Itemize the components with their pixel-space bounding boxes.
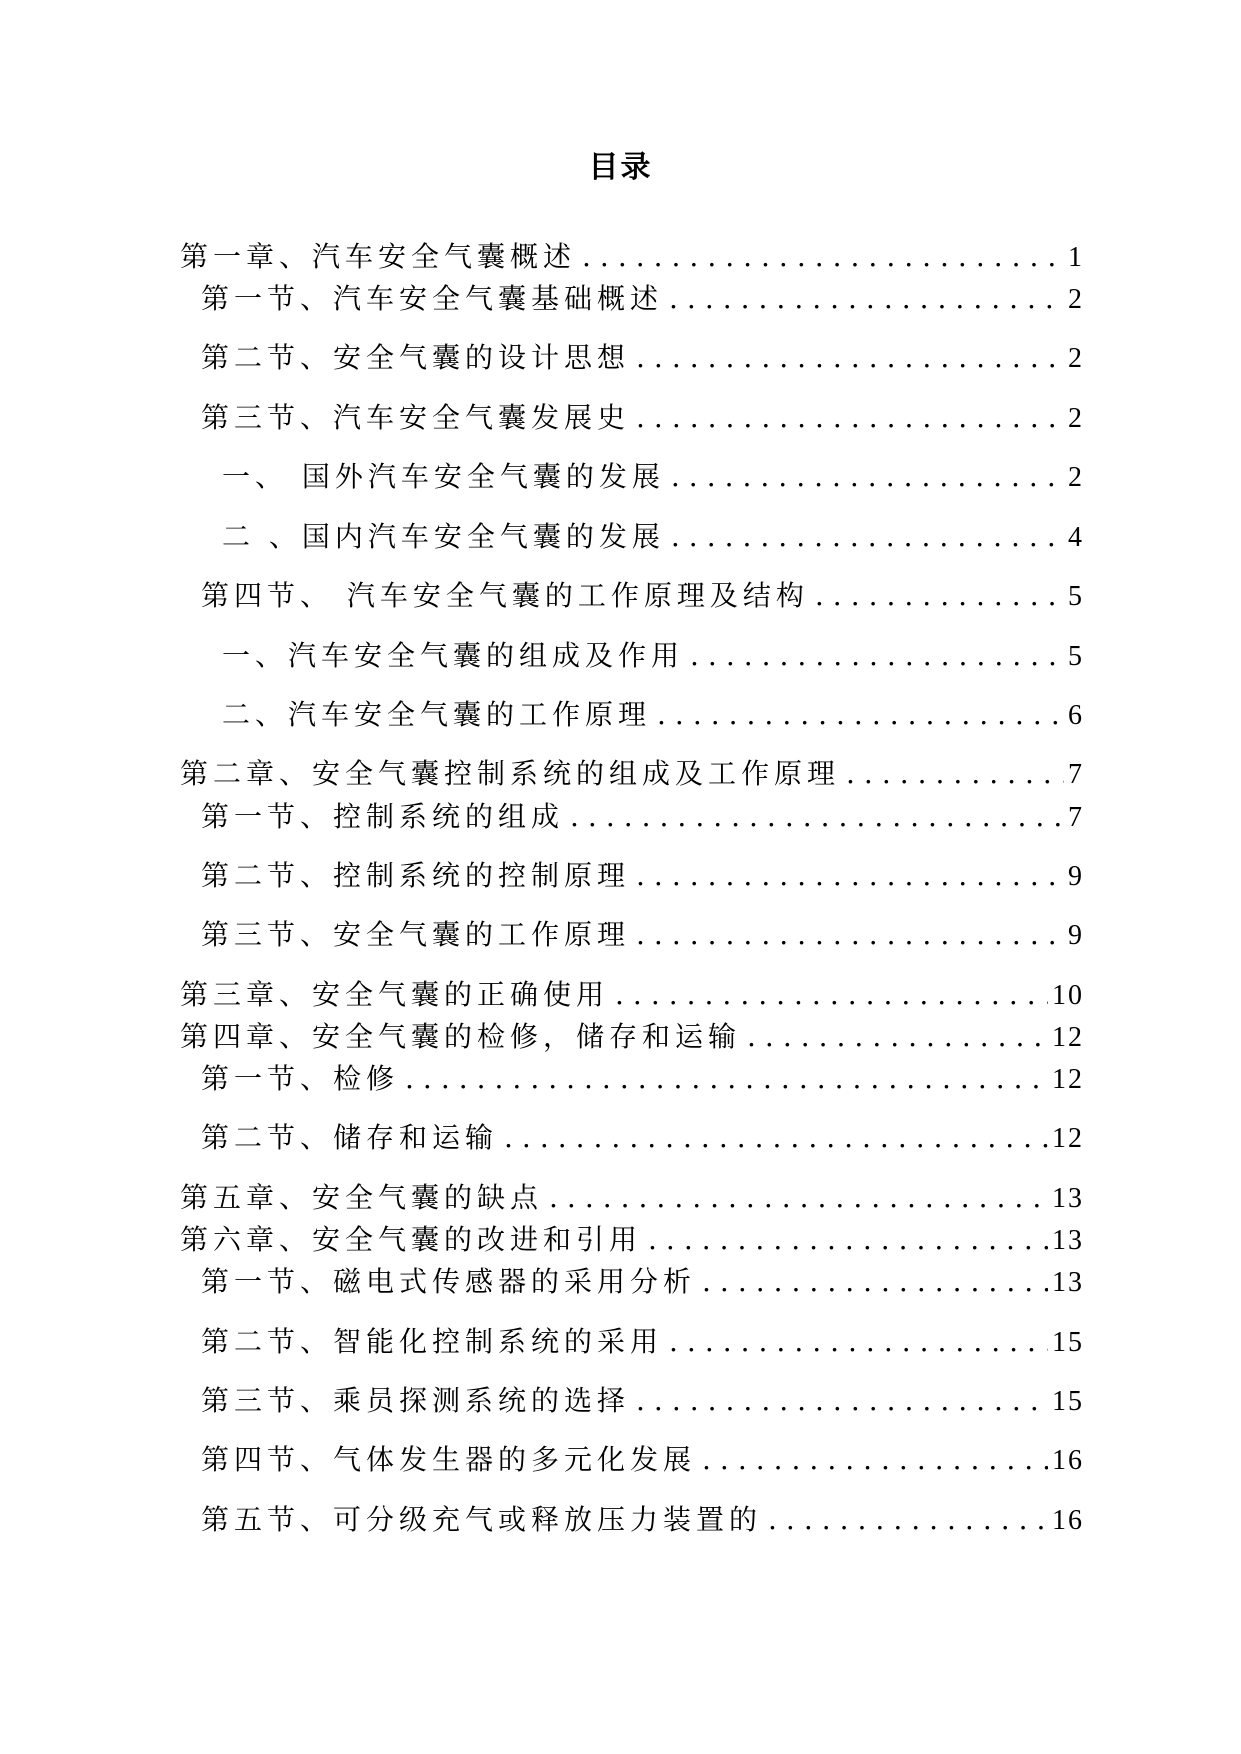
toc-dot-leader [657,695,1064,735]
toc-dot-leader [671,517,1064,557]
toc-dot-leader [636,398,1064,438]
toc-entry-label: 第四节、 汽车安全气囊的工作原理及结构 [201,579,809,612]
toc-page-number: 9 [1068,861,1084,892]
toc-dot-leader [504,1118,1048,1158]
toc-dot-leader [636,1381,1048,1421]
toc-entry[interactable] [201,338,1084,378]
toc-entry-label: 第一节、控制系统的组成 [201,800,565,833]
toc-dot-leader [405,1059,1048,1099]
toc-entry[interactable] [201,1381,1084,1421]
toc-entry-label: 第三节、安全气囊的工作原理 [201,918,631,951]
toc-entry[interactable] [201,797,1084,837]
toc-dot-leader [570,797,1064,837]
page-title: 目录 [588,150,653,185]
toc-entry-label: 第五节、可分级充气或释放压力装置的 [201,1503,763,1536]
toc-entry[interactable] [222,517,1084,557]
toc-entry-label: 第三节、汽车安全气囊发展史 [201,401,631,434]
toc-entry-label: 第一章、汽车安全气囊概述 [180,240,577,273]
toc-entry[interactable] [201,1118,1084,1158]
toc-entry-label: 第三章、安全气囊的正确使用 [180,978,610,1011]
toc-entry[interactable] [201,1059,1084,1099]
toc-entry[interactable] [180,1017,1084,1057]
toc-entry-label: 第一节、磁电式传感器的采用分析 [201,1265,697,1298]
toc-entry[interactable] [201,576,1084,616]
toc-page-number: 15 [1052,1386,1084,1417]
toc-page-number: 2 [1068,403,1084,434]
toc-page-number: 1 [1068,242,1084,273]
toc-entry-label: 第二章、安全气囊控制系统的组成及工作原理 [180,757,841,790]
toc-dot-leader [671,457,1064,497]
toc-page-number: 2 [1068,343,1084,374]
toc-dot-leader [690,636,1064,676]
toc-entry-label: 第五章、安全气囊的缺点 [180,1181,544,1214]
toc-dot-leader [648,1220,1048,1260]
toc-page-number: 4 [1068,522,1084,553]
toc-page-number: 12 [1052,1022,1084,1053]
toc-entry-label: 二、汽车安全气囊的工作原理 [222,698,652,731]
toc-dot-leader [747,1017,1048,1057]
toc-entry[interactable] [180,1220,1084,1260]
toc-page-number: 13 [1052,1267,1084,1298]
toc-entry-label: 第四节、气体发生器的多元化发展 [201,1443,697,1476]
toc-dot-leader [615,975,1048,1015]
toc-entry-label: 第二节、安全气囊的设计思想 [201,341,631,374]
toc-entry[interactable] [201,856,1084,896]
toc-entry[interactable] [201,279,1084,319]
toc-entry-label: 第二节、储存和运输 [201,1121,499,1154]
toc-dot-leader [846,754,1064,794]
toc-entry-label: 第一节、检修 [201,1062,400,1095]
toc-entry-label: 第六章、安全气囊的改进和引用 [180,1223,643,1256]
toc-entry[interactable] [222,636,1084,676]
toc-entry[interactable] [201,915,1084,955]
toc-page-number: 9 [1068,920,1084,951]
toc-entry-label: 一、 国外汽车安全气囊的发展 [222,460,665,493]
toc-dot-leader [669,1322,1048,1362]
toc-entry-label: 第二节、控制系统的控制原理 [201,859,631,892]
toc-page-number: 15 [1052,1327,1084,1358]
toc-entry[interactable] [201,1440,1084,1480]
toc-entry-label: 第四章、安全气囊的检修，储存和运输 [180,1020,742,1053]
toc-page-number: 7 [1068,759,1084,790]
toc-page-number: 6 [1068,700,1084,731]
toc-entry-label: 第二节、智能化控制系统的采用 [201,1325,664,1358]
toc-entry[interactable] [180,754,1084,794]
toc-dot-leader [636,338,1064,378]
toc-dot-leader [636,915,1064,955]
toc-page-number: 2 [1068,284,1084,315]
toc-page-number: 5 [1068,581,1084,612]
toc-dot-leader [815,576,1064,616]
toc-dot-leader [582,237,1064,277]
toc-page-number: 13 [1052,1225,1084,1256]
toc-dot-leader [636,856,1064,896]
toc-entry-label: 第一节、汽车安全气囊基础概述 [201,282,664,315]
toc-page-number: 16 [1052,1505,1084,1536]
toc-page-number: 2 [1068,462,1084,493]
toc-dot-leader [702,1262,1048,1302]
toc-entry[interactable] [201,1262,1084,1302]
toc-page-number: 16 [1052,1445,1084,1476]
toc-entry[interactable] [222,695,1084,735]
toc-entry[interactable] [222,457,1084,497]
toc-page-number: 10 [1052,980,1084,1011]
toc-page-number: 5 [1068,641,1084,672]
toc-entry[interactable] [180,975,1084,1015]
toc-entry[interactable] [180,237,1084,277]
toc-page-number: 13 [1052,1183,1084,1214]
toc-page-number: 7 [1068,802,1084,833]
toc-dot-leader [768,1500,1048,1540]
toc-entry-label: 一、汽车安全气囊的组成及作用 [222,639,685,672]
toc-entry-label: 第三节、乘员探测系统的选择 [201,1384,631,1417]
toc-entry[interactable] [201,1500,1084,1540]
toc-page-number: 12 [1052,1123,1084,1154]
toc-dot-leader [549,1178,1048,1218]
toc-entry[interactable] [201,398,1084,438]
toc-page-number: 12 [1052,1064,1084,1095]
toc-entry[interactable] [201,1322,1084,1362]
toc-entry-label: 二 、国内汽车安全气囊的发展 [222,520,665,553]
toc-entry[interactable] [180,1178,1084,1218]
toc-dot-leader [702,1440,1048,1480]
toc-dot-leader [669,279,1064,319]
